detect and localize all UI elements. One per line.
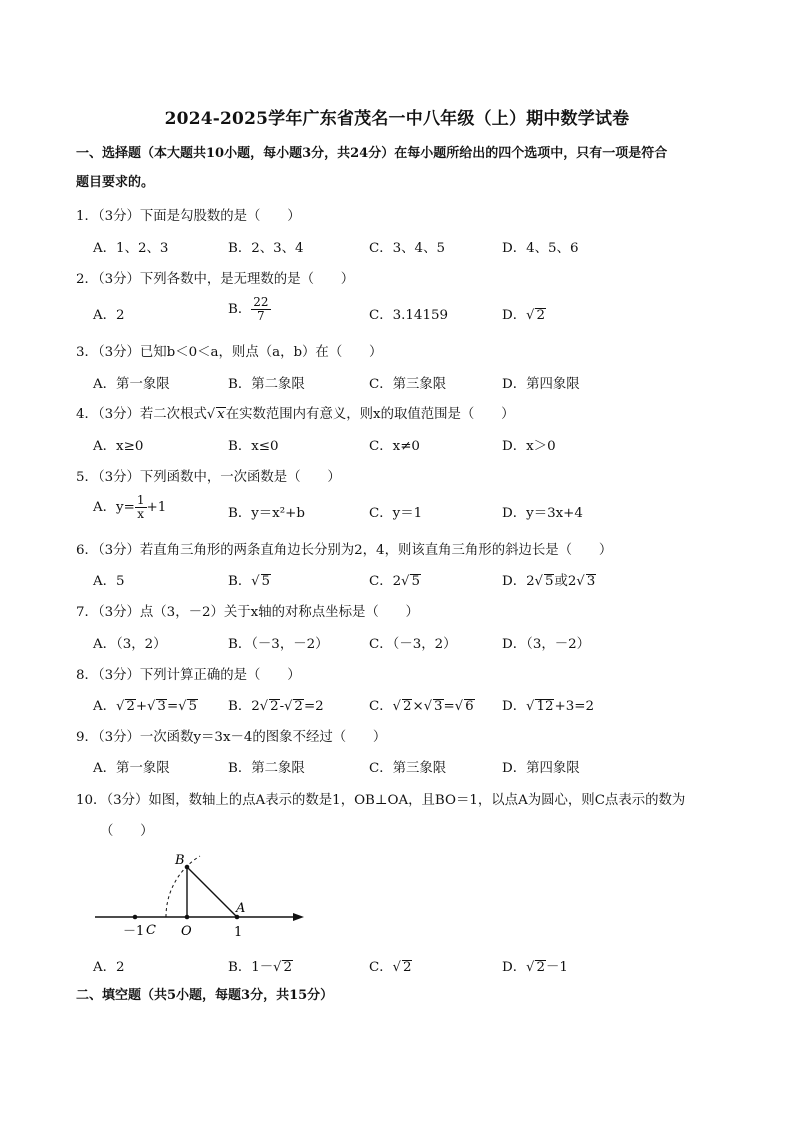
question-4 xyxy=(76,403,514,422)
sqrt-sign-icon: √ xyxy=(273,960,282,975)
option-b: B．2、3、4 xyxy=(228,241,304,256)
option-a: A．x≥0 xyxy=(93,439,144,454)
question-4-part-1: 4．（3分）若二次根式 xyxy=(76,407,207,422)
radicand: 2 xyxy=(270,699,279,714)
option-b-label: B． xyxy=(228,302,252,317)
radicand: 12 xyxy=(536,699,554,714)
radicand: 2 xyxy=(536,960,545,975)
radicand: 5 xyxy=(411,574,420,589)
question-6: 6．（3分）若直角三角形的两条直角边长分别为2，4，则该直角三角形的斜边长是（ ） xyxy=(76,543,613,558)
radicand: 5 xyxy=(261,574,271,589)
option-b: B．第二象限 xyxy=(228,377,305,392)
radicand: x xyxy=(217,407,225,422)
option-c: C．3.14159 xyxy=(369,308,449,323)
question-4-part-2: 在实数范围内有意义，则x的取值范围是（ ） xyxy=(225,407,515,422)
sqrt-sign-icon: √ xyxy=(401,574,410,589)
option-d: D．（3，－2） xyxy=(502,637,591,652)
question-9: 9．（3分）一次函数y＝3x－4的图象不经过（ ） xyxy=(76,730,387,745)
label-1: 1 xyxy=(234,925,243,940)
sqrt-sign-icon: √ xyxy=(392,699,401,714)
radicand: 3 xyxy=(586,574,596,589)
option-c: C．y＝1 xyxy=(369,506,423,521)
section-1-line-2: 题目要求的。 xyxy=(76,175,155,190)
sqrt-sign-icon: √ xyxy=(423,699,432,714)
sqrt-sign-icon: √ xyxy=(284,699,293,714)
option-c xyxy=(369,956,412,975)
option-a-label: A． xyxy=(93,699,117,714)
question-5: 5．（3分）下列函数中，一次函数是（ ） xyxy=(76,470,341,485)
option-d-label: D． xyxy=(502,960,527,975)
sqrt-sign-icon: √ xyxy=(147,699,156,714)
operator: = xyxy=(166,699,179,714)
option-d-label: D． xyxy=(502,699,527,714)
operator: × xyxy=(412,699,424,714)
option-d xyxy=(502,956,568,975)
sqrt-sign-icon: √ xyxy=(576,574,585,589)
fraction-denominator: 7 xyxy=(257,309,265,323)
section-1-header xyxy=(76,142,726,195)
option-a: A．第一象限 xyxy=(93,761,170,776)
fraction xyxy=(251,296,270,323)
option-c-label: C．2 xyxy=(369,574,402,589)
sqrt-sign-icon: √ xyxy=(178,699,187,714)
operator: = xyxy=(443,699,455,714)
options-2 xyxy=(93,296,733,332)
fraction xyxy=(135,494,147,521)
option-a: A．1、2、3 xyxy=(93,241,169,256)
question-10: 10．（3分）如图，数轴上的点A表示的数是1，OB⊥OA，且BO＝1，以点A为圆心，则C点表示的数为 xyxy=(76,793,686,808)
point-o xyxy=(185,915,190,920)
option-b: B．y＝x²+b xyxy=(228,506,305,521)
radicand: 2 xyxy=(126,699,135,714)
label-a: A xyxy=(236,901,246,916)
options-6 xyxy=(93,570,733,594)
option-a-label: A．y= xyxy=(93,500,135,515)
sqrt-sign-icon: √ xyxy=(251,574,260,589)
sqrt-sign-icon: √ xyxy=(526,699,535,714)
radicand: 2 xyxy=(294,699,303,714)
radicand: 6 xyxy=(465,699,474,714)
option-b-label: B．2 xyxy=(228,699,260,714)
option-b xyxy=(228,956,293,975)
label-minus-1: －1 xyxy=(123,924,145,939)
option-c xyxy=(369,570,421,589)
sqrt-sign-icon: √ xyxy=(206,407,216,422)
radicand: 5 xyxy=(188,699,198,714)
option-a: A．（3，2） xyxy=(93,637,167,652)
option-b xyxy=(228,695,324,714)
point-m1 xyxy=(133,915,138,920)
options-8 xyxy=(93,695,733,719)
option-c: C．第三象限 xyxy=(369,761,447,776)
radicand: 2 xyxy=(536,308,545,323)
option-b: B．x≤0 xyxy=(228,439,279,454)
question-3: 3．（3分）已知b＜0＜a，则点（a，b）在（ ） xyxy=(76,345,383,360)
result: =2 xyxy=(303,699,324,714)
options-7 xyxy=(93,633,733,657)
sqrt-sign-icon: √ xyxy=(526,960,535,975)
option-c xyxy=(369,695,475,714)
radicand: 3 xyxy=(157,699,166,714)
question-8: 8．（3分）下列计算正确的是（ ） xyxy=(76,668,301,683)
options-3 xyxy=(93,373,733,397)
question-1: 1．（3分）下面是勾股数的是（ ） xyxy=(76,209,301,224)
section-1-line-1: 一、选择题（本大题共10小题，每小题3分，共24分）在每小题所给出的四个选项中，只有一项是符合 xyxy=(76,146,668,161)
radicand: 3 xyxy=(434,699,443,714)
question-10-paren: （ ） xyxy=(100,824,154,839)
option-d: D．4、5、6 xyxy=(502,241,579,256)
option-b xyxy=(228,570,271,589)
option-d: D．x＞0 xyxy=(502,439,556,454)
option-c: C．（－3，2） xyxy=(369,637,457,652)
option-b: B．第二象限 xyxy=(228,761,305,776)
option-c-label: C． xyxy=(369,699,393,714)
option-a: A．2 xyxy=(93,960,125,975)
axis-arrow-icon xyxy=(293,913,304,921)
option-a: A．5 xyxy=(93,574,125,589)
point-b xyxy=(185,865,190,870)
sqrt-sign-icon: √ xyxy=(392,960,401,975)
sqrt-sign-icon: √ xyxy=(259,699,269,714)
option-d: D．第四象限 xyxy=(502,377,580,392)
operator: - xyxy=(279,699,285,714)
label-o: O xyxy=(181,924,192,939)
option-b: B．（－3，－2） xyxy=(228,637,329,652)
fraction-numerator: 22 xyxy=(253,295,269,309)
label-b: B xyxy=(175,853,185,868)
option-d: D．y＝3x+4 xyxy=(502,506,583,521)
sqrt-sign-icon: √ xyxy=(534,574,543,589)
option-b-label: B． xyxy=(228,574,252,589)
option-a-tail: +1 xyxy=(146,500,167,515)
radicand: 2 xyxy=(283,960,292,975)
option-c: C．x≠0 xyxy=(369,439,420,454)
option-b-label: B．1－ xyxy=(228,960,274,975)
fraction-numerator: 1 xyxy=(136,493,145,507)
page-title: 2024-2025学年广东省茂名一中八年级（上）期中数学试卷 xyxy=(164,109,630,129)
option-d xyxy=(502,695,594,714)
option-d-label: D． xyxy=(502,308,527,323)
segment-ba xyxy=(187,867,237,917)
options-5 xyxy=(93,494,733,528)
option-c-label: C． xyxy=(369,960,393,975)
result: +3=2 xyxy=(554,699,594,714)
options-10 xyxy=(93,956,733,980)
options-9 xyxy=(93,757,733,781)
option-c: C．3、4、5 xyxy=(369,241,445,256)
sqrt-sign-icon: √ xyxy=(454,699,464,714)
options-1 xyxy=(93,237,733,261)
radicand: 5 xyxy=(544,574,554,589)
sqrt-sign-icon: √ xyxy=(526,308,535,323)
option-c: C．第三象限 xyxy=(369,377,447,392)
option-d xyxy=(502,304,546,323)
radicand: 2 xyxy=(402,699,412,714)
section-2-header: 二、填空题（共5小题，每题3分，共15分） xyxy=(76,988,334,1003)
option-b xyxy=(228,296,271,323)
question-7: 7．（3分）点（3，－2）关于x轴的对称点坐标是（ ） xyxy=(76,605,419,620)
question-2: 2．（3分）下列各数中，是无理数的是（ ） xyxy=(76,272,355,287)
option-d: D．第四象限 xyxy=(502,761,580,776)
option-d-label: D．2 xyxy=(502,574,535,589)
option-a xyxy=(93,695,198,714)
label-c: C xyxy=(146,923,156,938)
radicand: 2 xyxy=(402,960,412,975)
option-d-middle: 或2 xyxy=(554,574,577,589)
option-a: A．2 xyxy=(93,308,125,323)
options-4 xyxy=(93,435,733,459)
sqrt-sign-icon: √ xyxy=(116,699,125,714)
fraction-denominator: x xyxy=(137,507,145,521)
number-line-figure xyxy=(90,848,310,943)
option-d xyxy=(502,570,596,589)
operator: + xyxy=(135,699,148,714)
option-a xyxy=(93,494,166,521)
option-a: A．第一象限 xyxy=(93,377,170,392)
option-d-tail: －1 xyxy=(545,960,568,975)
